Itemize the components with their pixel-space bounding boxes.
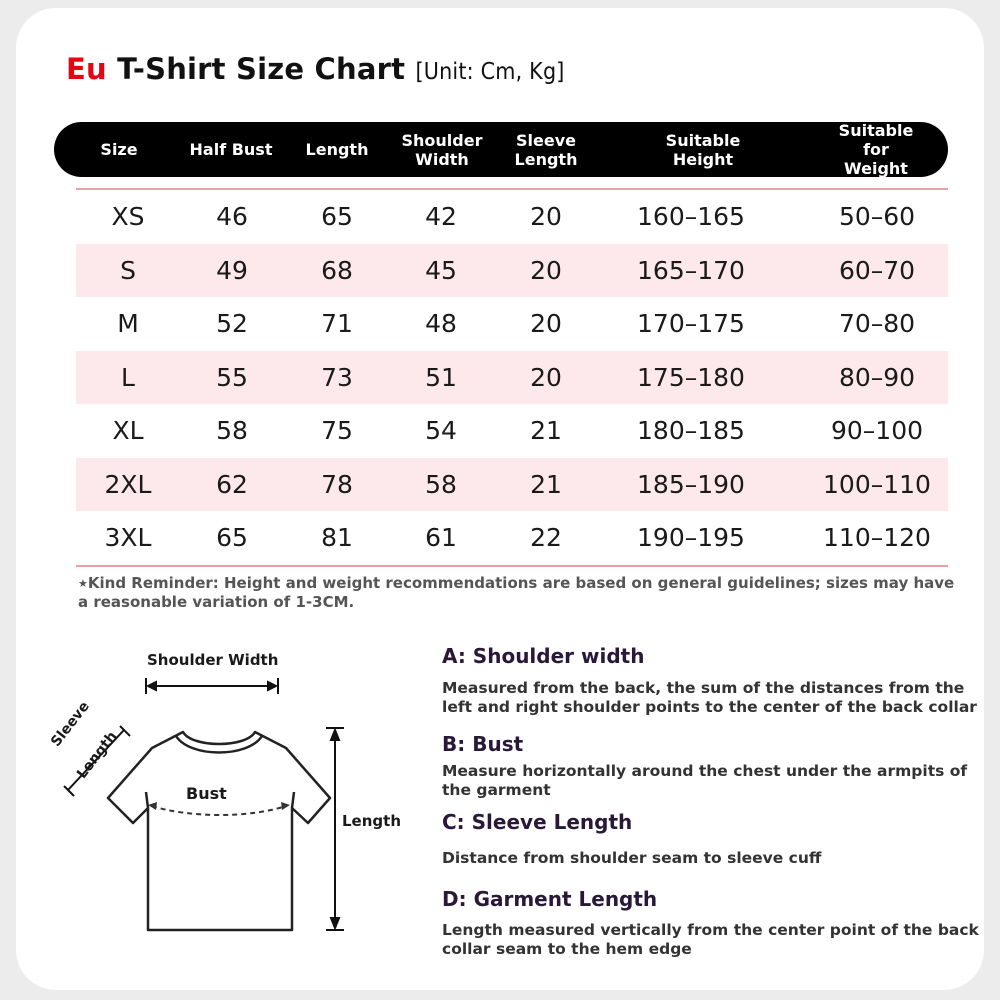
- table-cell: 46: [216, 202, 248, 231]
- label-sleeve: Sleeve: [48, 698, 93, 750]
- table-row: [76, 511, 948, 564]
- table-cell: 55: [216, 362, 248, 392]
- label-shoulder-width: Shoulder Width: [147, 651, 279, 669]
- column-header: Size: [100, 140, 138, 159]
- kind-reminder-text: Kind Reminder: Height and weight recommendations are based on general guidelines; sizes may have a reasonable variation of 1-3CM.: [78, 574, 955, 611]
- column-header: Suitable Height: [665, 130, 741, 169]
- table-cell: 51: [425, 362, 457, 392]
- table-cell: 110–120: [823, 523, 931, 552]
- table-cell: 80–90: [838, 362, 916, 392]
- table-cell: 65: [216, 523, 248, 552]
- tshirt-illustration: [40, 640, 430, 960]
- table-cell: 100–110: [823, 469, 931, 499]
- title-prefix: Eu: [66, 52, 107, 86]
- table-cell: 70–80: [838, 309, 916, 338]
- kind-reminder: [78, 574, 958, 612]
- table-cell: 180–185: [637, 416, 745, 445]
- table-cell: 22: [530, 523, 562, 552]
- label-length: Length: [342, 812, 401, 830]
- table-cell: 78: [321, 469, 353, 499]
- table-cell: 170–175: [637, 309, 745, 338]
- label-bust: Bust: [186, 784, 227, 803]
- table-cell: 60–70: [838, 255, 916, 285]
- table-cell: 45: [425, 255, 457, 285]
- table-cell: 20: [530, 202, 562, 231]
- definition-c-heading: C: Sleeve Length: [442, 810, 633, 834]
- table-cell: 160–165: [637, 202, 745, 231]
- table-row: [76, 297, 948, 350]
- table-cell: S: [120, 255, 136, 285]
- definition-d-heading: D: Garment Length: [442, 887, 658, 911]
- table-cell: 58: [425, 469, 457, 499]
- table-cell: 73: [321, 362, 353, 392]
- table-cell: 65: [321, 202, 353, 231]
- table-cell: 21: [530, 469, 562, 499]
- table-row: [76, 404, 948, 457]
- title-unit: [Unit: Cm, Kg]: [415, 59, 565, 85]
- table-cell: 71: [321, 309, 353, 338]
- bust-line: [152, 806, 286, 815]
- table-row: [76, 244, 948, 297]
- shoulder-width-arrow: [146, 678, 278, 694]
- table-cell: L: [121, 362, 135, 392]
- table-cell: 42: [425, 202, 457, 231]
- table-cell: 54: [425, 416, 457, 445]
- definition-b-heading: B: Bust: [442, 732, 524, 756]
- column-header: Sleeve Length: [514, 130, 578, 169]
- table-row: [76, 458, 948, 511]
- table-header: [54, 122, 948, 177]
- table-cell: 2XL: [104, 469, 152, 499]
- column-header: Shoulder Width: [401, 130, 483, 169]
- table-cell: XS: [111, 202, 145, 231]
- table-cell: 62: [216, 469, 248, 499]
- column-header: Suitable for Weight: [838, 121, 914, 178]
- table-cell: 68: [321, 255, 353, 285]
- title-main: T-Shirt Size Chart: [117, 52, 406, 86]
- table-cell: 58: [216, 416, 248, 445]
- definition-a-text: Measured from the back, the sum of the distances from the left and right shoulder points to the center of the back collar: [442, 679, 977, 716]
- definition-d-text: Length measured vertically from the center point of the back collar seam to the hem edge: [442, 921, 979, 958]
- table-cell: M: [117, 309, 139, 338]
- table-cell: 20: [530, 255, 562, 285]
- table-cell: 190–195: [637, 523, 745, 552]
- definition-b-text: Measure horizontally around the chest under the armpits of the garment: [442, 762, 968, 799]
- table-cell: 175–180: [637, 362, 745, 392]
- column-header: Half Bust: [189, 140, 273, 159]
- table-cell: 61: [425, 523, 457, 552]
- table-cell: 20: [530, 309, 562, 338]
- table-row: [76, 351, 948, 404]
- page-title: [66, 52, 565, 86]
- definition-c-text: Distance from shoulder seam to sleeve cuff: [442, 849, 822, 867]
- table-cell: XL: [112, 416, 144, 445]
- table-row: [76, 190, 948, 243]
- divider: [76, 565, 948, 567]
- table-cell: 48: [425, 309, 457, 338]
- column-header: Length: [305, 140, 369, 159]
- table-cell: 185–190: [637, 469, 745, 499]
- definition-a-heading: A: Shoulder width: [442, 644, 645, 668]
- table-cell: 20: [530, 362, 562, 392]
- table-cell: 49: [216, 255, 248, 285]
- table-cell: 52: [216, 309, 248, 338]
- table-cell: 21: [530, 416, 562, 445]
- tshirt-outline: [108, 732, 330, 930]
- table-cell: 3XL: [104, 523, 152, 552]
- label-sleeve-length: Length: [74, 728, 121, 782]
- tshirt-diagram: [40, 640, 430, 960]
- table-cell: 50–60: [838, 202, 916, 231]
- table-cell: 90–100: [830, 416, 924, 445]
- table-cell: 75: [321, 416, 353, 445]
- table-cell: 81: [321, 523, 353, 552]
- table-cell: 165–170: [637, 255, 745, 285]
- star-icon: ★: [78, 577, 88, 590]
